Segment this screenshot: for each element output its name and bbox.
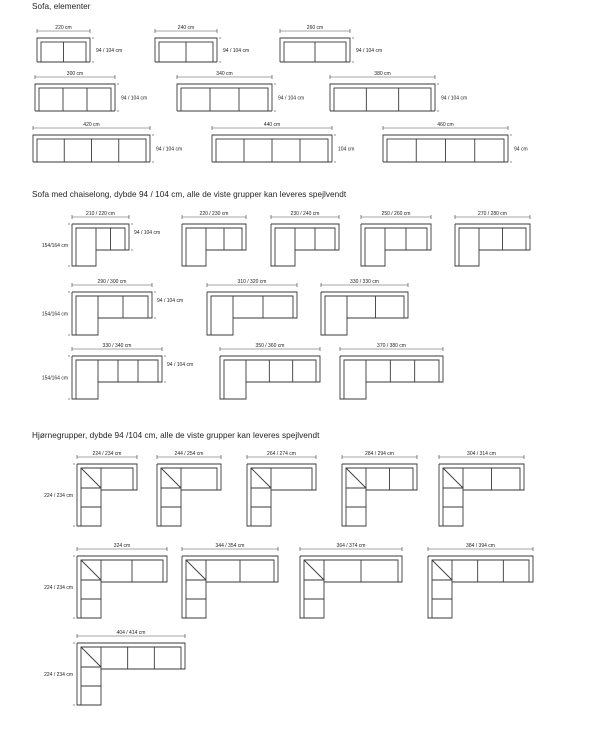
sofa-outline xyxy=(220,356,320,399)
sofa-outline xyxy=(361,224,431,266)
width-label: 310 / 320 cm xyxy=(237,279,267,285)
chaise-sofa-11 xyxy=(340,343,443,399)
dimension-marker xyxy=(73,555,74,556)
outline-line xyxy=(443,468,463,488)
width-label: 350 / 360 cm xyxy=(255,343,285,349)
sofa-outline xyxy=(346,468,413,526)
width-label: 340 cm xyxy=(216,71,233,77)
dimension-marker xyxy=(131,223,132,224)
dimension-marker xyxy=(274,83,275,84)
sofa-outline xyxy=(342,464,417,526)
sofa-outline xyxy=(247,464,316,526)
dimension-marker xyxy=(274,110,275,111)
sofa-outline xyxy=(81,647,181,705)
side-depth-label: 154/164 cm xyxy=(41,375,68,382)
dimension-marker xyxy=(164,355,165,356)
sofa-outline xyxy=(439,464,524,526)
dimension-marker xyxy=(68,265,69,266)
sofa-outline xyxy=(325,296,404,335)
section-title-chaise-sofas: Sofa med chaiselong, dybde 94 / 104 cm, alle de viste grupper kan leveres spejlvendt xyxy=(32,190,347,199)
width-label: 224 / 234 cm xyxy=(92,451,122,457)
outline-line xyxy=(81,647,101,667)
chaise-sofa-4 xyxy=(361,211,431,266)
dimension-marker xyxy=(68,355,69,356)
dimension-marker xyxy=(131,249,132,250)
width-label: 270 / 280 cm xyxy=(478,211,507,217)
width-label: 290 / 300 cm xyxy=(97,279,127,285)
dimension-marker xyxy=(73,704,74,705)
width-label: 330 / 330 cm xyxy=(350,279,379,285)
width-label: 220 / 230 cm xyxy=(199,211,229,217)
sofa-outline xyxy=(207,292,297,335)
side-depth-label: 224 / 234 cm xyxy=(44,585,73,591)
sofa-outline xyxy=(186,560,274,618)
depth-label: 94 / 104 cm xyxy=(156,146,183,153)
sofa-outline xyxy=(304,560,398,618)
dimension-marker xyxy=(68,291,69,292)
dimension-marker xyxy=(164,381,165,382)
straight-sofa-7 xyxy=(33,122,182,163)
sofa-outline xyxy=(455,224,530,266)
sofa-outline xyxy=(72,292,152,335)
corner-group-3 xyxy=(247,451,316,526)
dimension-marker xyxy=(117,110,118,111)
sofa-outline xyxy=(72,224,129,266)
corner-group-8 xyxy=(300,543,402,618)
sofa-outline xyxy=(39,88,111,111)
sofa-outline xyxy=(340,356,443,399)
width-label: 364 / 374 cm xyxy=(336,543,366,549)
sofa-outline xyxy=(77,643,185,705)
sofa-outline xyxy=(186,228,242,266)
side-depth-label: 154/164 cm xyxy=(41,311,68,318)
sofa-outline xyxy=(76,360,158,399)
outline-line xyxy=(432,560,452,580)
sofa-outline xyxy=(224,360,316,399)
dimension-marker xyxy=(73,525,74,526)
dimension-marker xyxy=(68,223,69,224)
straight-sofa-6 xyxy=(330,71,467,112)
corner-group-2 xyxy=(157,451,221,526)
sofa-outline xyxy=(271,224,339,266)
straight-sofa-5 xyxy=(177,71,304,112)
dimension-marker xyxy=(334,161,335,162)
width-label: 220 cm xyxy=(55,25,72,31)
sofa-outline xyxy=(300,556,402,618)
chaise-sofa-10 xyxy=(220,343,320,399)
section-title-sofa-elements: Sofa, elementer xyxy=(32,2,91,11)
sofa-outline xyxy=(321,292,408,335)
dimension-marker xyxy=(352,61,353,62)
dimension-marker xyxy=(73,642,74,643)
straight-sofa-8 xyxy=(212,122,354,163)
dimension-marker xyxy=(68,334,69,335)
dimension-marker xyxy=(152,161,153,162)
width-label: 250 / 260 cm xyxy=(381,211,411,217)
dimension-marker xyxy=(117,83,118,84)
width-label: 384 / 394 cm xyxy=(466,543,495,549)
outline-line xyxy=(81,560,101,580)
straight-sofa-3 xyxy=(280,25,382,63)
width-label: 420 cm xyxy=(83,122,100,128)
dimension-marker xyxy=(352,37,353,38)
sofa-outline xyxy=(81,560,163,618)
side-depth-label: 154/164 cm xyxy=(41,243,68,249)
depth-label: 94 / 104 cm xyxy=(441,95,468,102)
corner-group-4 xyxy=(342,451,417,526)
chaise-sofa-8 xyxy=(321,279,408,335)
sofa-outline xyxy=(344,360,439,399)
depth-label: 94 / 104 cm xyxy=(223,48,250,54)
depth-label: 94 / 104 cm xyxy=(157,298,184,304)
corner-group-1 xyxy=(44,451,137,527)
sofa-outline xyxy=(275,228,335,266)
sofa-outline xyxy=(81,468,133,526)
chaise-sofa-3 xyxy=(271,211,339,266)
sofa-outline xyxy=(334,88,431,111)
depth-label: 94 / 104 cm xyxy=(278,95,305,102)
width-label: 210 / 220 cm xyxy=(86,211,115,217)
sofa-outline xyxy=(182,556,278,618)
dimension-marker xyxy=(334,134,335,135)
depth-label: 94 / 104 cm xyxy=(134,230,161,236)
sofa-outline xyxy=(428,556,533,618)
dimension-marker xyxy=(152,134,153,135)
depth-label: 94 cm xyxy=(514,146,528,153)
dimension-marker xyxy=(154,317,155,318)
sofa-outline xyxy=(459,228,526,266)
width-label: 300 cm xyxy=(66,71,84,77)
width-label: 370 / 380 cm xyxy=(377,343,406,349)
dimension-marker xyxy=(510,161,511,162)
outline-line xyxy=(346,468,366,488)
straight-sofa-1 xyxy=(37,25,122,63)
dimension-marker xyxy=(510,134,511,135)
width-label: 440 cm xyxy=(263,122,281,128)
width-label: 244 / 254 cm xyxy=(174,451,204,457)
sofa-outline xyxy=(76,228,125,266)
outline-line xyxy=(186,560,206,580)
depth-label: 94 / 104 cm xyxy=(167,362,194,368)
sofa-outline xyxy=(365,228,427,266)
depth-label: 94 / 104 cm xyxy=(356,48,383,54)
width-label: 284 / 294 cm xyxy=(365,451,394,457)
sofa-outline xyxy=(76,296,148,335)
sofa-outline xyxy=(77,556,167,618)
sofa-outline xyxy=(211,296,293,335)
corner-group-9 xyxy=(428,543,533,618)
chaise-sofa-5 xyxy=(455,211,530,266)
width-label: 324 cm xyxy=(113,543,131,549)
width-label: 260 cm xyxy=(306,25,324,31)
width-label: 404 / 414 cm xyxy=(116,630,146,636)
width-label: 380 cm xyxy=(374,71,391,77)
width-label: 460 cm xyxy=(437,122,454,128)
straight-sofa-4 xyxy=(35,71,147,112)
dimension-marker xyxy=(154,291,155,292)
dimension-marker xyxy=(92,37,93,38)
corner-group-10 xyxy=(44,630,185,706)
sofa-outline xyxy=(72,356,162,399)
dimension-marker xyxy=(73,617,74,618)
sofa-outline xyxy=(432,560,529,618)
dimension-marker xyxy=(437,110,438,111)
outline-line xyxy=(304,560,324,580)
section-title-corner-groups: Hjørnegrupper, dybde 94 /104 cm, alle de viste grupper kan leveres spejlvendt xyxy=(32,431,320,440)
depth-label: 94 / 104 cm xyxy=(96,48,123,54)
width-label: 330 / 340 cm xyxy=(102,343,132,349)
depth-label: 104 cm xyxy=(338,146,355,153)
corner-group-6 xyxy=(44,543,167,619)
chaise-sofa-1 xyxy=(42,211,160,267)
width-label: 230 / 240 cm xyxy=(290,211,320,217)
sofa-outline xyxy=(182,224,246,266)
chaise-sofa-9 xyxy=(42,343,193,400)
chaise-sofa-2 xyxy=(182,211,246,266)
outline-line xyxy=(81,468,101,488)
straight-sofa-9 xyxy=(383,122,528,163)
outline-line xyxy=(251,468,271,488)
corner-group-7 xyxy=(182,543,278,618)
sofa-outline xyxy=(443,468,520,526)
side-depth-label: 224 / 234 cm xyxy=(44,493,73,499)
sofa-outline xyxy=(181,88,268,111)
dimension-marker xyxy=(73,463,74,464)
dimension-marker xyxy=(68,398,69,399)
dimension-marker xyxy=(219,37,220,38)
outline-line xyxy=(161,468,181,488)
width-label: 304 / 314 cm xyxy=(467,451,496,457)
dimension-marker xyxy=(92,61,93,62)
width-label: 240 cm xyxy=(177,25,195,31)
corner-group-5 xyxy=(439,451,524,526)
side-depth-label: 224 / 234 cm xyxy=(44,672,73,678)
dimension-marker xyxy=(437,83,438,84)
dimension-marker xyxy=(219,61,220,62)
width-label: 264 / 274 cm xyxy=(267,451,296,457)
chaise-sofa-6 xyxy=(42,279,183,336)
straight-sofa-2 xyxy=(155,25,249,63)
depth-label: 94 / 104 cm xyxy=(121,95,148,102)
width-label: 344 / 354 cm xyxy=(215,543,245,549)
chaise-sofa-7 xyxy=(207,279,297,335)
